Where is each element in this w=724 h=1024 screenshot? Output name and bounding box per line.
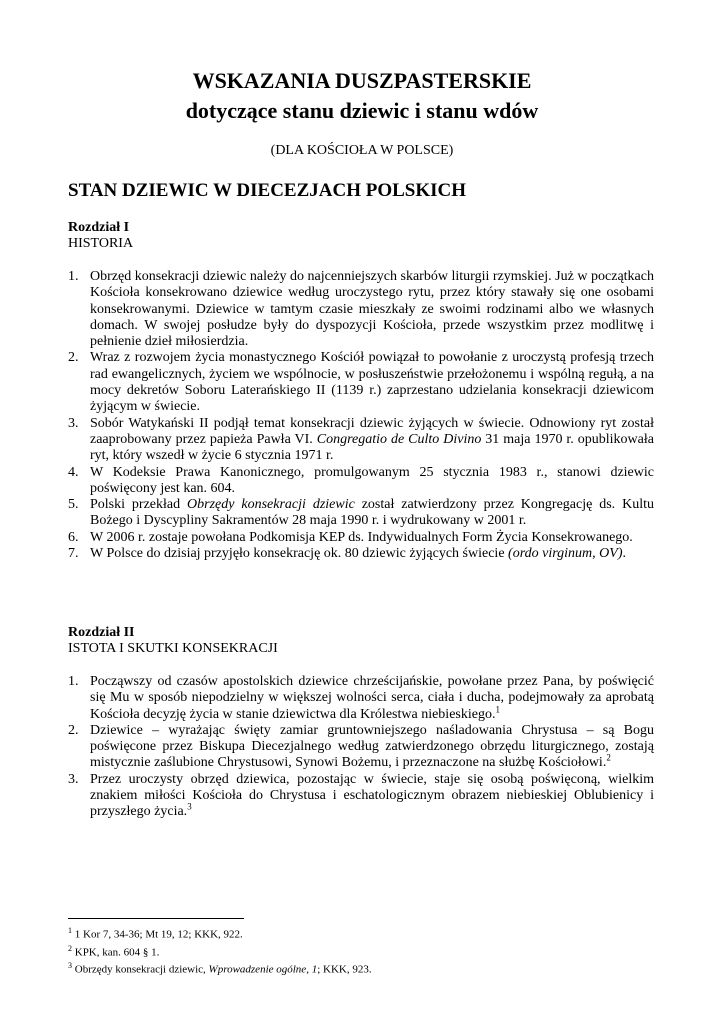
document-title: WSKAZANIA DUSZPASTERSKIE [192,68,532,93]
footnote-mark: 2 [68,943,72,953]
item-number: 2. [68,722,79,738]
footnote-ref[interactable]: 1 [495,703,500,714]
item-number: 5. [68,497,79,513]
list-item [68,269,654,350]
section-title: STAN DZIEWIC W DIECEZJACH POLSKICH [68,180,467,201]
item-number: 3. [68,415,79,431]
list-item [68,723,654,772]
item-italic-note: (ordo virginum, OV) [508,546,623,562]
list-item [68,674,654,723]
footnote-italic: Wprowadzenie ogólne [208,963,307,976]
footnote-mark: 3 [68,961,72,971]
item-number: 1. [68,674,79,689]
item-italic-title: Obrzędy konsekracji dziewic [187,497,355,513]
chapter2-label: Rozdział II [68,625,135,640]
item-number: 1. [68,269,79,284]
item-text: Polski przekład [90,497,188,513]
item-number: 2. [68,350,79,366]
footnote-text: 1 Kor 7, 34-36; Mt 19, 12; KKK, 922. [72,928,243,941]
list-item [68,530,654,546]
item-text: Obrzęd konsekracji dziewic należy do najcenniejszych skarbów liturgii rzymskiej. Już w początkach Kościoła konsekrowano dziewice według uroczystego rytu, przez który stawały się one osobami konsekrowanymi. Dziewice w tamtym czasie mieszkały ze swoimi rodzinami albo we własnych domach. W swojej posłudze były do dyspozycji Kościoła, przede wszystkim przez modlitwę i pełnienie dzieł miłosierdzia. [90,269,654,350]
item-number: 7. [68,546,79,562]
footnote-2 [68,942,654,960]
document-subtitle-bold: dotyczące stanu dziewic i stanu wdów [185,98,539,123]
item-text: . [622,546,626,562]
chapter1-label: Rozdział I [68,220,130,235]
chapter2-list [68,674,654,821]
item-text: Począwszy od czasów apostolskich dziewice chrześcijańskie, powołane przez Pana, by poświęcić się Mu w sposób niepodzielny w większej wolności serca, ciała i ducha, podejmowały za aprobatą Kościoła decyzję życia w stanie dziewictwa dla Królestwa niebieskiego. [90,674,654,722]
list-item [68,465,654,498]
footnotes [68,924,654,977]
footnote-italic: 1 [311,963,318,976]
chapter2-name: ISTOTA I SKUTKI KONSEKRACJI [68,641,278,656]
item-text: Dziewice – wyrażając święty zamiar gruntowniejszego naśladowania Chrystusa – są Bogu poświęcone przez Biskupa Diecezjalnego według zatwierdzonego obrzędu liturgicznego, zostają mistycznie zaślubione Chrystusowi, Synowi Bożemu, i przeznaczone na służbę Kościołowi. [90,722,654,771]
item-italic-title: Congregatio de Culto Divino [316,431,482,447]
footnote-ref[interactable]: 3 [187,801,192,812]
list-item [68,350,654,415]
footnote-divider [68,918,244,919]
list-item [68,497,654,530]
item-text: został zatwierdzony przez Kongregację ds. Kultu Bożego i Dyscypliny Sakramentów 28 maja 1990 r. i wydrukowany w 2001 r. [90,497,654,529]
item-text: 31 maja 1970 r. opublikowała ryt, który wszedł w życie 6 stycznia 1971 r. [90,431,654,464]
item-text: W Polsce do dzisiaj przyjęło konsekrację ok. 80 dziewic żyjących świecie [90,546,509,562]
item-number: 6. [68,529,79,545]
chapter1-name: HISTORIA [68,236,134,251]
footnote-text: KPK, kan. 604 § 1. [72,946,160,959]
item-number: 3. [68,771,79,787]
footnote-text: Obrzędy konsekracji dziewic, [72,963,209,976]
chapter1-list [68,269,654,562]
footnote-3 [68,959,654,977]
list-item [68,772,654,821]
footnote-ref[interactable]: 2 [606,752,611,763]
item-text: W 2006 r. zostaje powołana Podkomisja KEP ds. Indywidualnych Form Życia Konsekrowanego. [90,529,633,545]
list-item [68,416,654,465]
footnote-text: ; KKK, 923. [317,963,372,976]
item-text: Przez uroczysty obrzęd dziewica, pozostając w świecie, staje się osobą poświęconą, wielkim znakiem miłości Kościoła do Chrystusa i eschatologicznym obrazem niebieskiej Oblubienicy i przyszłego życia. [90,771,654,820]
item-text: Sobór Watykański II podjął temat konsekracji dziewic żyjących w świecie. Odnowiony ryt został zaaprobowany przez papieża Pawła VI. [90,415,654,447]
footnote-mark: 1 [68,926,72,935]
item-text: Wraz z rozwojem życia monastycznego Kościół powiązał to powołanie z uroczystą profesją trzech rad ewangelicznych, życiem we wspólnocie, w posłuszeństwie przełożonemu i wspólną regułą, a na mocy dekretów Soboru Laterańskiego II (1139 r.) zaprzestano udzielania konsekracji dziewicom żyjącym w świecie. [90,350,654,415]
footnote-1 [68,924,654,942]
item-text: W Kodeksie Prawa Kanonicznego, promulgowanym 25 stycznia 1983 r., stanowi dziewic poświęcony jest kan. 604. [90,464,654,496]
footnote-text: , [306,963,312,976]
list-item [68,546,654,562]
item-number: 4. [68,464,79,480]
document-scope-note: (DLA KOŚCIOŁA W POLSCE) [270,143,454,158]
